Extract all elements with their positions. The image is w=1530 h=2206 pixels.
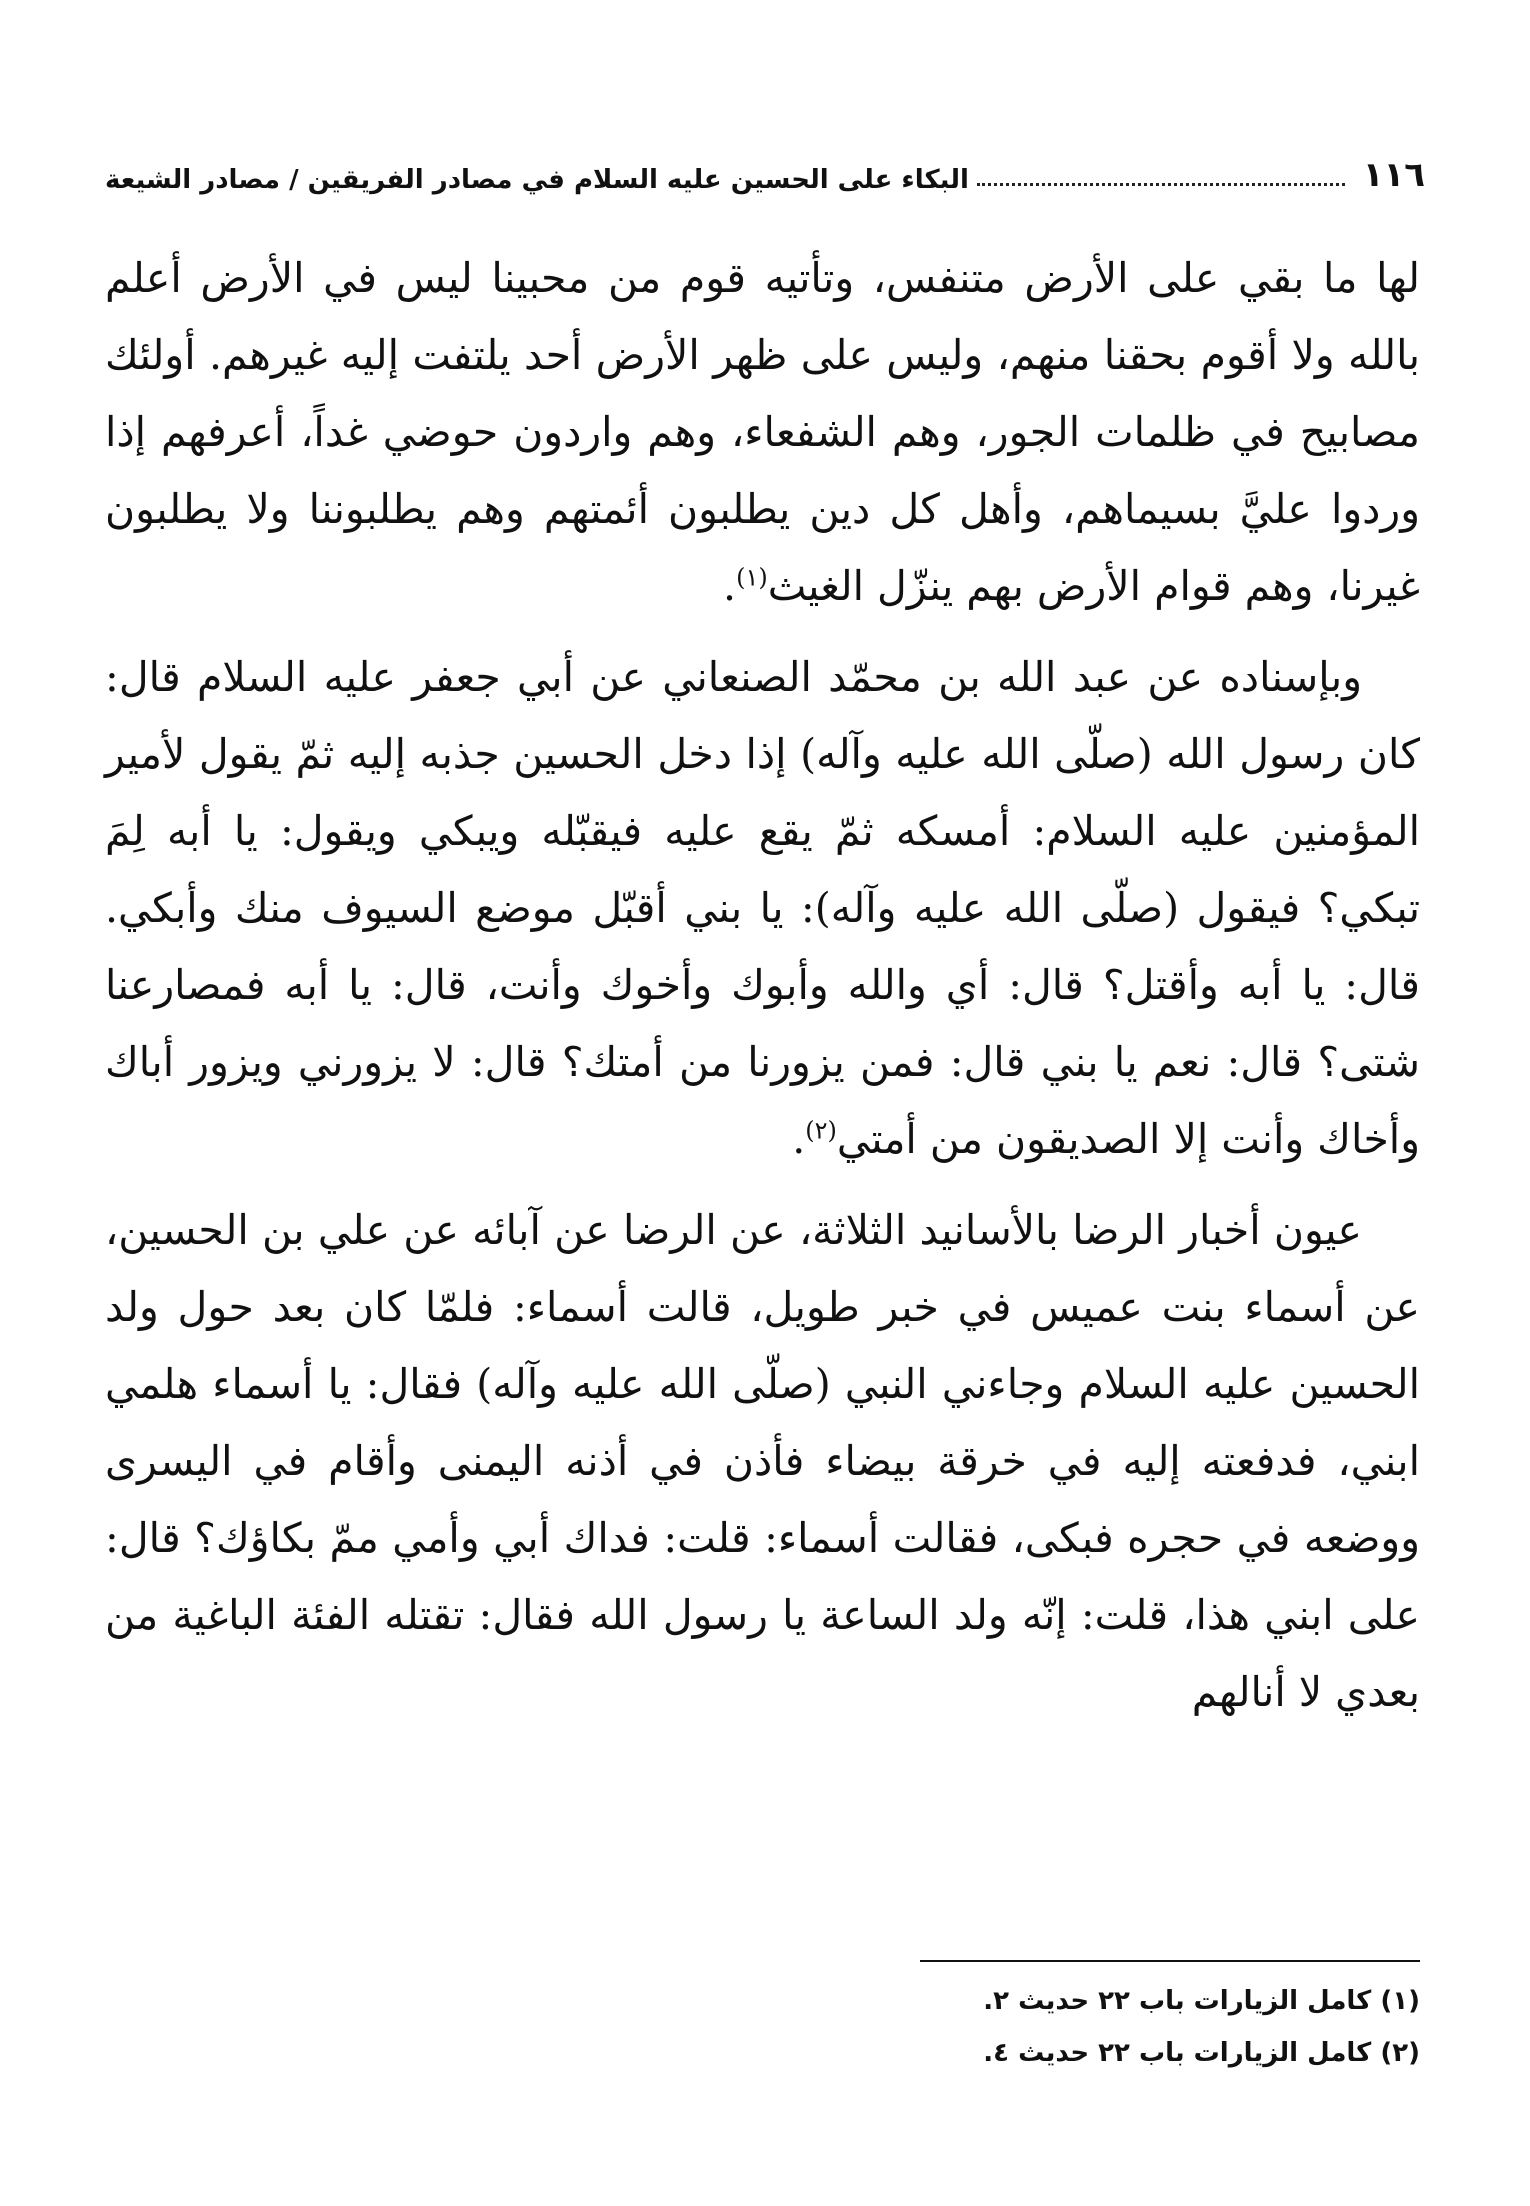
paragraph-3 xyxy=(105,1192,1420,1731)
paragraph-3-text: عيون أخبار الرضا بالأسانيد الثلاثة، عن الرضا عن آبائه عن علي بن الحسين، عن أسماء بنت عميس في خبر طويل، قالت أسماء: فلمّا كان بعد حول ولد الحسين عليه السلام وجاءني النبي (صلّى الله عليه وآله) فقال: يا أسماء هلمي ابني، فدفعته إليه في خرقة بيضاء فأذن في أذنه اليمنى وأقام في اليسرى ووضعه في حجره فبكى، فقالت أسماء: قلت: فداك أبي وأمي ممّ بكاؤك؟ قال: على ابني هذا، قلت: إنّه ولد الساعة يا رسول الله فقال: تقتله الفئة الباغية من بعدي لا أنالهم xyxy=(105,1206,1420,1716)
paragraph-2 xyxy=(105,639,1420,1178)
paragraph-1-text: لها ما بقي على الأرض متنفس، وتأتيه قوم من محبينا ليس في الأرض أعلم بالله ولا أقوم بحقنا منهم، وليس على ظهر الأرض أحد يلتفت إليه غيرهم. أولئك مصابيح في ظلمات الجور، وهم الشفعاء، وهم واردون حوضي غداً، أعرفهم إذا وردوا عليَّ بسيماهم، وأهل كل دين يطلبون أئمتهم وهم يطلبوننا ولا يطلبون غيرنا، وهم قوام الأرض بهم ينزّل الغيث xyxy=(105,254,1420,610)
main-text xyxy=(105,240,1420,1745)
running-header xyxy=(105,148,1425,196)
dotted-leader xyxy=(977,182,1345,186)
paragraph-2-text: وبإسناده عن عبد الله بن محمّد الصنعاني عن أبي جعفر عليه السلام قال: كان رسول الله (صلّى الله عليه وآله) إذا دخل الحسين جذبه إليه ثمّ يقول لأمير المؤمنين عليه السلام: أمسكه ثمّ يقع عليه فيقبّله ويبكي ويقول: يا أبه لِمَ تبكي؟ فيقول (صلّى الله عليه وآله): يا بني أقبّل موضع السيوف منك وأبكي. قال: يا أبه وأقتل؟ قال: أي والله وأبوك وأخوك وأنت، قال: يا أبه فمصارعنا شتى؟ قال: نعم يا بني قال: فمن يزورنا من أمتك؟ قال: لا يزورني ويزور أباك وأخاك وأنت إلا الصديقون من أمتي xyxy=(105,653,1420,1163)
paragraph-1 xyxy=(105,240,1420,625)
footnote-divider xyxy=(920,1960,1420,1962)
footnote-1: (١) كامل الزيارات باب ٢٢ حديث ٢. xyxy=(983,1986,1420,2016)
book-title: البكاء على الحسين عليه السلام في مصادر الفريقين / مصادر الشيعة xyxy=(105,164,969,195)
paragraph-1-end: . xyxy=(723,562,737,610)
footnotes xyxy=(520,1975,1420,2079)
footnote-2: (٢) كامل الزيارات باب ٢٢ حديث ٤. xyxy=(983,2038,1420,2068)
footnote-ref-2: (٢) xyxy=(805,1116,837,1145)
footnote-ref-1: (١) xyxy=(736,563,768,592)
paragraph-2-end: . xyxy=(792,1115,806,1163)
page-number: ١١٦ xyxy=(1362,155,1425,196)
